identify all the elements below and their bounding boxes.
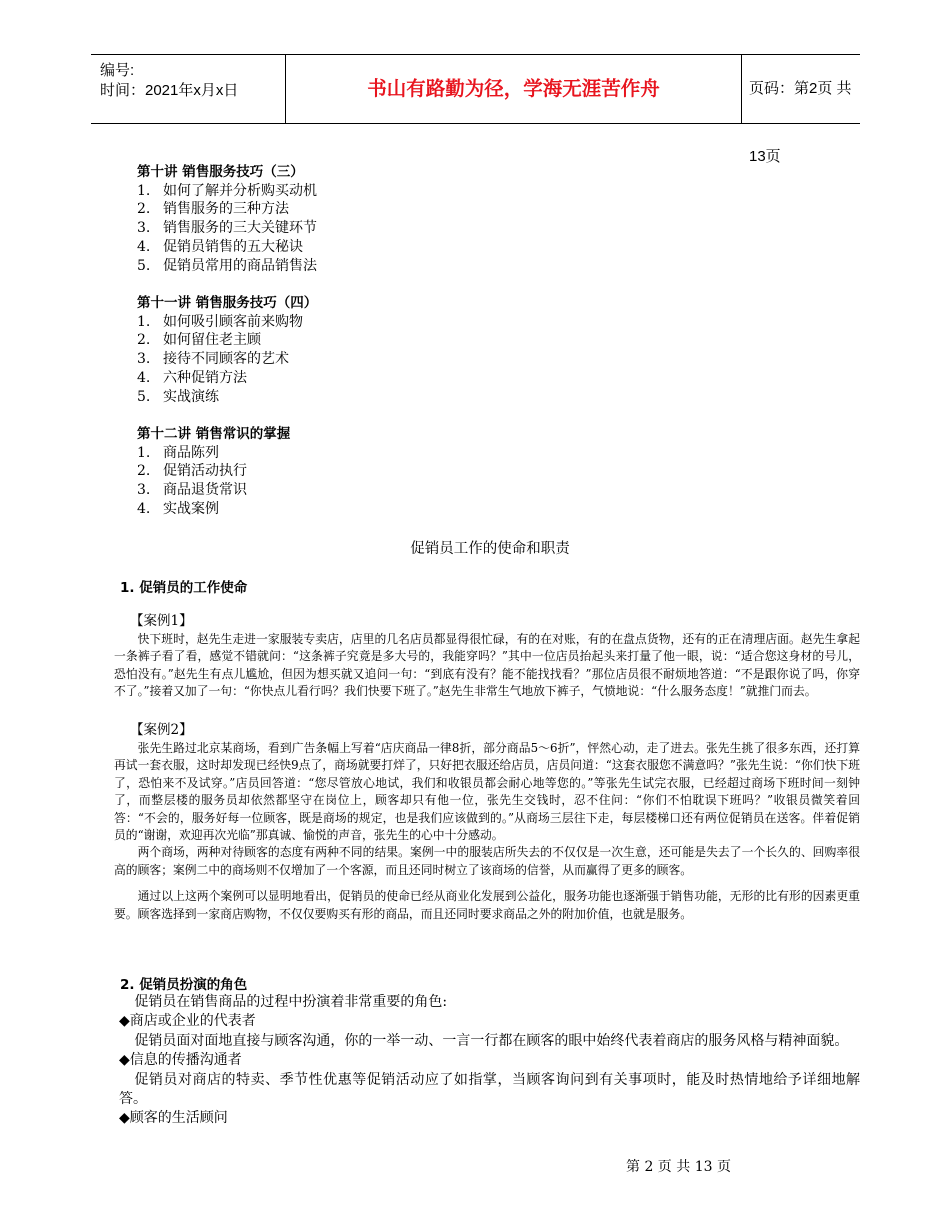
case-tag: 【案例2】: [130, 722, 193, 738]
roles-block: [119, 993, 860, 1129]
case-tag: 【案例1】: [130, 613, 193, 629]
lecture-10: [137, 163, 317, 275]
case-text: 张先生路过北京某商场，看到广告条幅上写着“店庆商品一律8折，部分商品5～6折”，怦然心动，走了进去。张先生挑了很多东西，还打算再试一套衣服，这时却发现已经快9点了，商场就要打烊了，只好把衣服还给店员，店员问道：“这套衣服您不满意吗？”张先生说：“你们快下班了，恐怕来不及试穿。”店员回答道：“您尽管放心地试，我们和收银员都会耐心地等您的。”等张先生试完衣服，已经超过商场下班时间一刻钟了，而整层楼的服务员却依然都坚守在岗位上，顾客却只有他一位，张先生交钱时，忍不住问：“你们不怕耽误下班吗？”收银员微笑着回答：“不会的，服务好每一位顾客，既是商场的规定，也是我们应该做到的。”从商场三层往下走，每层楼梯口还有两位促销员在送客。伴着促销员的“谢谢，欢迎再次光临”那真诚、愉悦的声音，张先生的心中十分感动。: [114, 741, 860, 843]
lecture-11: [137, 294, 317, 406]
number-label: 编号:: [100, 62, 135, 79]
header-motto: 书山有路勤为径，学海无涯苦作舟: [285, 55, 742, 123]
section-heading-mission: 1. 促销员的工作使命: [120, 580, 248, 596]
list-item: 1. 如何了解并分析购买动机: [137, 182, 317, 199]
lecture-12: [137, 425, 290, 519]
list-item: 5. 促销员常用的商品销售法: [137, 257, 317, 274]
paragraph: 两个商场，两种对待顾客的态度有两种不同的结果。案例一中的服装店所失去的不仅仅是一次生意，还可能是失去了一个长久的、回购率很高的顾客；案例二中的商场则不仅增加了一个客源，而且还同时树立了该商场的信誉，从而赢得了更多的顾客。: [114, 845, 860, 877]
page-header: [91, 54, 860, 165]
lecture-title: 第十讲 销售服务技巧（三）: [137, 164, 304, 180]
list-item: 2. 销售服务的三种方法: [137, 201, 289, 218]
list-item: 1. 商品陈列: [137, 444, 219, 461]
role-title: ◆商店或企业的代表者: [119, 1013, 256, 1030]
list-item: 3. 商品退货常识: [137, 482, 247, 499]
main-title: 促销员工作的使命和职责: [410, 541, 570, 557]
section-heading-roles: 2. 促销员扮演的角色: [120, 977, 248, 993]
list-item: 2. 如何留住老主顾: [137, 332, 261, 349]
role-title: ◆顾客的生活顾问: [119, 1110, 228, 1127]
page-footer: 第 2 页 共 13 页: [626, 1159, 731, 1175]
paragraph: 通过以上这两个案例可以显明地看出，促销员的使命已经从商业化发展到公益化，服务功能也逐渐强于销售功能，无形的比有形的因素更重要。顾客选择到一家商店购物，不仅仅要购买有形的商品，而且还同时要求商品之外的附加价值，也就是服务。: [114, 889, 860, 921]
case-1: [114, 612, 860, 701]
paragraph: 促销员面对面地直接与顾客沟通，你的一举一动、一言一行都在顾客的眼中始终代表着商店的服务风格与精神面貌。: [134, 1032, 849, 1049]
paragraph: 促销员对商店的特卖、季节性优惠等促销活动应了如指掌，当顾客询问到有关事项时，能及时热情地给予详细地解答。: [119, 1071, 860, 1108]
list-item: 3. 销售服务的三大关键环节: [137, 220, 317, 237]
time-label: 时间：2021年x月x日: [100, 82, 239, 99]
list-item: 3. 接待不同顾客的艺术: [137, 351, 289, 368]
list-item: 4. 实战案例: [137, 500, 219, 517]
role-title: ◆信息的传播沟通者: [119, 1052, 242, 1069]
list-item: 4. 促销员销售的五大秘诀: [137, 238, 303, 255]
lecture-title: 第十二讲 销售常识的掌握: [137, 426, 291, 442]
lecture-title: 第十一讲 销售服务技巧（四）: [137, 295, 318, 311]
list-item: 5. 实战演练: [137, 388, 219, 405]
list-item: 2. 促销活动执行: [137, 463, 247, 480]
case-2: [114, 721, 860, 923]
list-item: 4. 六种促销方法: [137, 369, 247, 386]
list-item: 1. 如何吸引顾客前来购物: [137, 313, 303, 330]
header-meta: [91, 55, 285, 123]
header-page-info: 页码：第2页 共13页: [749, 80, 852, 165]
paragraph: 促销员在销售商品的过程中扮演着非常重要的角色:: [134, 994, 448, 1010]
case-text: 快下班时，赵先生走进一家服装专卖店，店里的几名店员都显得很忙碌，有的在对账，有的在盘点货物，还有的正在清理店面。赵先生拿起一条裤子看了看，感觉不错就问：“这条裤子究竟是多大号的，我能穿吗？”其中一位店员抬起头来打量了他一眼，说：“适合您这身材的号儿，恐怕没有。”赵先生有点儿尴尬，但因为想买就又追问一句：“到底有没有？能不能找找看？”那位店员很不耐烦地答道：“不是跟你说了吗，你穿不了。”接着又加了一句：“你快点儿看行吗？我们快要下班了。”赵先生非常生气地放下裤子，气愤地说：“什么服务态度！”就推门而去。: [114, 632, 860, 699]
